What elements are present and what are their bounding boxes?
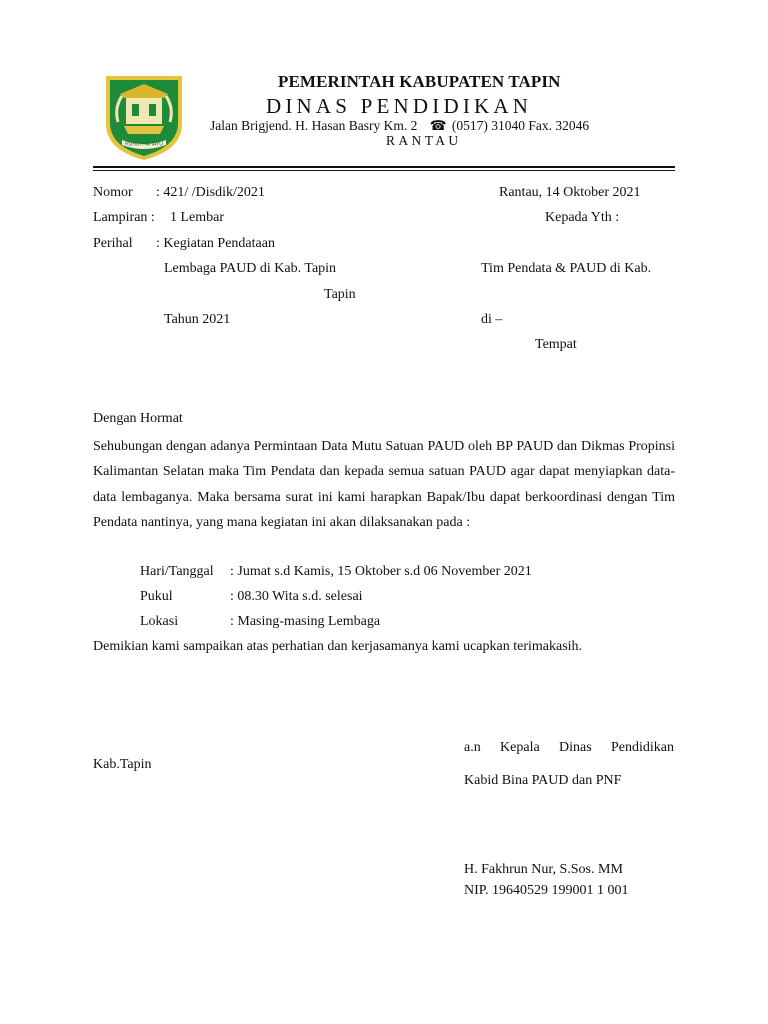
org-name: PEMERINTAH KABUPATEN TAPIN [278,72,561,91]
signatory-nip: NIP. 19640529 199001 1 001 [464,883,629,898]
detail-label-lokasi: Lokasi [140,614,179,629]
recipient-tempat: Tempat [535,337,577,352]
detail-label-hari: Hari/Tanggal [140,564,214,579]
perihal-line-3: Tahun 2021 [164,312,231,327]
greeting: Dengan Hormat [93,411,183,426]
street-address: Jalan Brigjend. H. Hasan Basry Km. 2 [210,118,418,133]
kepada-label: Kepada Yth : [545,210,620,225]
detail-label-pukul: Pukul [140,589,173,604]
nomor-value: : 421/ /Disdik/2021 [156,185,265,200]
phone-fax: (0517) 31040 Fax. 32046 [451,118,590,133]
lampiran-value: 1 Lembar [170,210,225,225]
city-name: RANTAU [386,133,462,148]
recipient-di: di – [481,312,503,327]
detail-value-hari: : Jumat s.d Kamis, 15 Oktober s.d 06 November 2021 [230,564,532,579]
place-date: Rantau, 14 Oktober 2021 [499,185,641,200]
signature-position: Kabid Bina PAUD dan PNF [464,773,622,788]
kabupaten-tapin-emblem [100,70,188,162]
perihal-label: Perihal [93,236,133,251]
signature-an-line: a.n Kepala Dinas Pendidikan [464,740,674,755]
telephone-icon: ☎ [429,118,447,133]
nomor-label: Nomor [93,185,133,200]
header-divider-thin [93,170,675,171]
detail-value-pukul: : 08.30 Wita s.d. selesai [230,589,363,604]
signature-left-place: Kab.Tapin [93,757,152,772]
lampiran-label: Lampiran : [93,210,155,225]
closing-sentence: Demikian kami sampaikan atas perhatian dan kerjasamanya kami ucapkan terimakasih. [93,639,583,654]
body-paragraph: Sehubungan dengan adanya Permintaan Data Mutu Satuan PAUD oleh BP PAUD dan Dikmas Propinsi Kalimantan Selatan maka Tim Pendata dan kepada semua satuan PAUD agar dapat menyiapkan data-data lembaganya. Maka bersama surat ini kami harapkan Bapak/Ibu dapat berkoordinasi dengan Tim Pendata nantinya, yang mana kegiatan ini akan dilaksanakan pada : [93,439,675,531]
header-divider-thick [93,166,675,168]
detail-value-lokasi: : Masing-masing Lembaga [230,614,381,629]
signatory-name: H. Fakhrun Nur, S.Sos. MM [464,862,623,877]
perihal-line-2: Lembaga PAUD di Kab. Tapin [164,261,337,276]
recipient-line-1: Tim Pendata & PAUD di Kab. [481,261,652,276]
emblem-motto: RUHUI RAHAYU [125,141,163,148]
perihal-line-1: : Kegiatan Pendataan [156,236,275,251]
address-line [210,118,589,134]
department-name: DINAS PENDIDIKAN [266,94,533,118]
recipient-line-2: Tapin [324,287,356,302]
